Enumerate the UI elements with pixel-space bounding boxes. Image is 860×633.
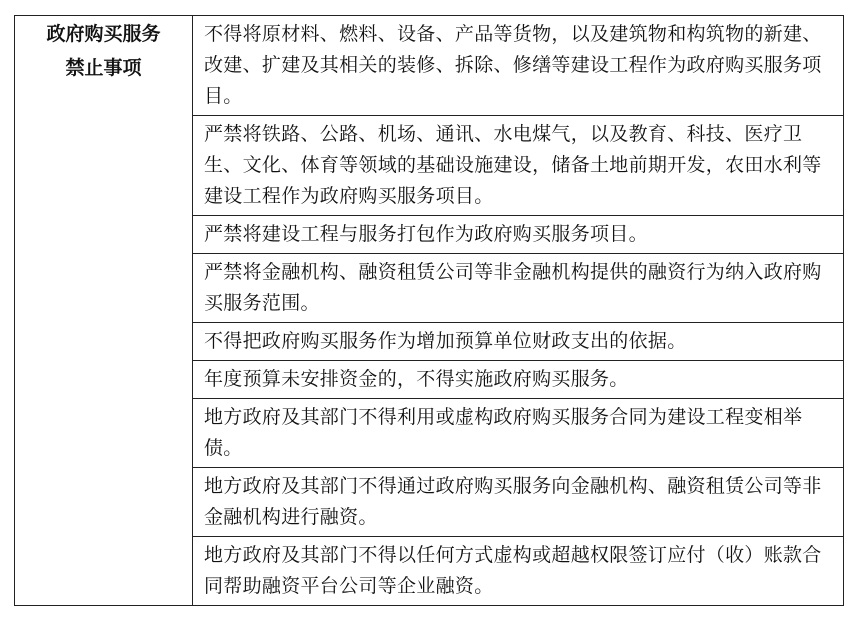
clause-cell: 地方政府及其部门不得以任何方式虚构或超越权限签订应付（收）账款合同帮助融资平台公司等企业融资。 [193,537,844,606]
clause-cell: 地方政府及其部门不得通过政府购买服务向金融机构、融资租赁公司等非金融机构进行融资。 [193,468,844,537]
table-row [15,16,844,116]
clause-cell: 年度预算未安排资金的，不得实施政府购买服务。 [193,361,844,399]
clause-cell: 严禁将铁路、公路、机场、通讯、水电煤气，以及教育、科技、医疗卫生、文化、体育等领域的基础设施建设，储备土地前期开发，农田水利等建设工程作为政府购买服务项目。 [193,116,844,216]
category-title-line-1: 政府购买服务 [46,23,161,45]
clause-cell: 不得把政府购买服务作为增加预算单位财政支出的依据。 [193,323,844,361]
category-cell [15,16,193,606]
clause-cell: 地方政府及其部门不得利用或虚构政府购买服务合同为建设工程变相举债。 [193,399,844,468]
clause-cell: 不得将原材料、燃料、设备、产品等货物，以及建筑物和构筑物的新建、改建、扩建及其相关的装修、拆除、修缮等建设工程作为政府购买服务项目。 [193,16,844,116]
category-title-line-2: 禁止事项 [65,57,142,79]
prohibited-items-table [14,15,844,606]
clause-cell: 严禁将建设工程与服务打包作为政府购买服务项目。 [193,216,844,254]
clause-cell: 严禁将金融机构、融资租赁公司等非金融机构提供的融资行为纳入政府购买服务范围。 [193,254,844,323]
